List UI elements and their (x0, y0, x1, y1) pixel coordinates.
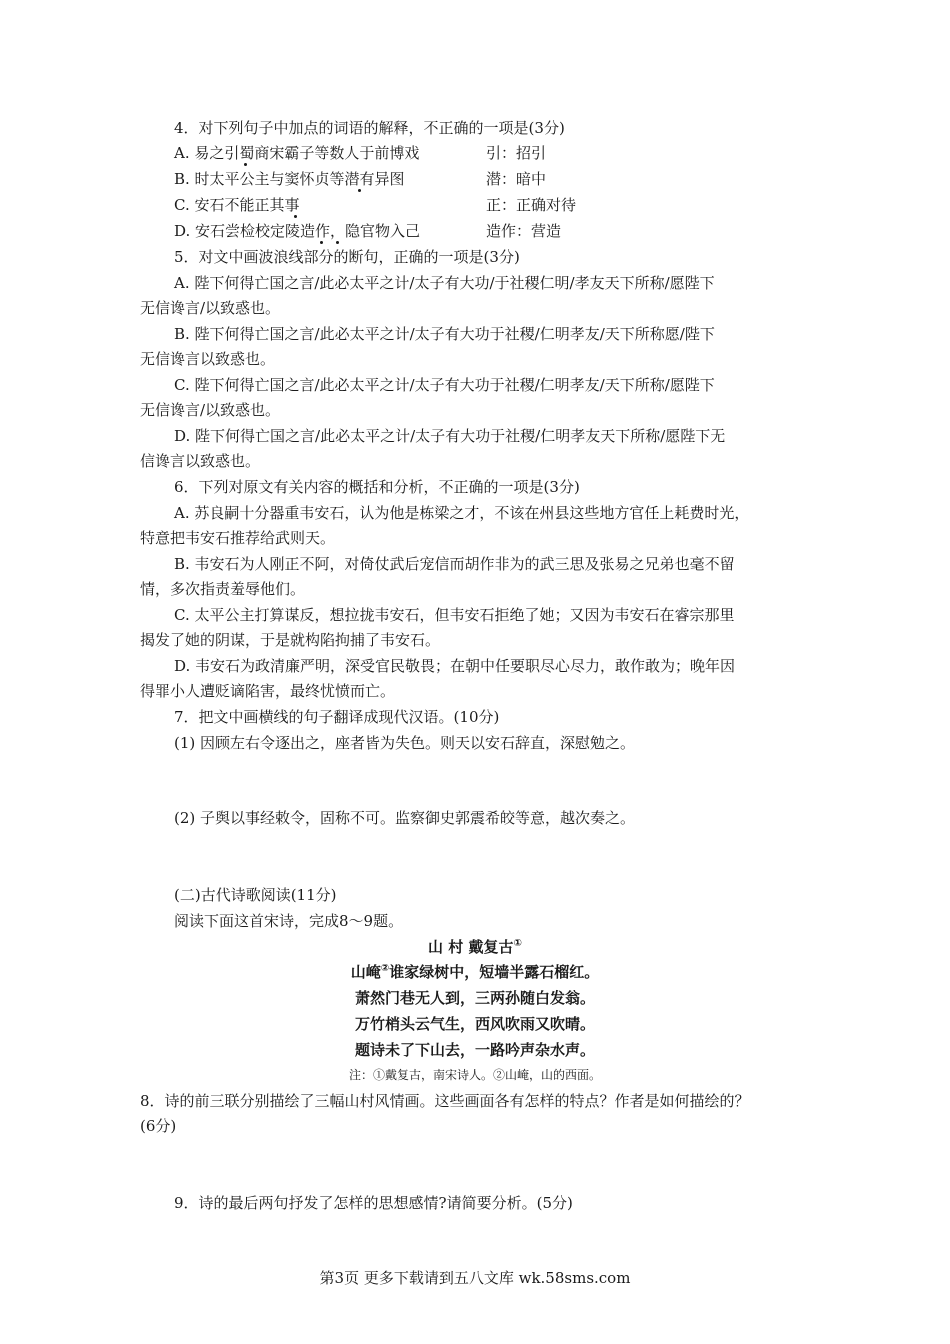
q7-sentence-2: (2) 子舆以事经敕令，固称不可。监察御史郭震希皎等意，越次奏之。 (174, 809, 636, 827)
emphasis-dot (244, 163, 247, 166)
q6-option-a: A. 苏良嗣十分器重韦安石，认为他是栋梁之才，不该在州县这些地方官任上耗费时光， (174, 504, 750, 522)
q6-stem: 6．下列对原文有关内容的概括和分析，不正确的一项是(3分) (174, 478, 580, 496)
emphasis-dot (358, 189, 361, 192)
poem-line-1: 山崦②谁家绿树中，短墙半露石榴红。 (350, 963, 600, 981)
q4-option-d-gloss: 造作：营造 (486, 222, 562, 240)
q4-option-a-gloss: 引：招引 (486, 144, 547, 162)
section-instruction: 阅读下面这首宋诗，完成8～9题。 (174, 912, 404, 930)
q6-option-d-cont: 得罪小人遭贬谪陷害，最终忧愤而亡。 (140, 682, 396, 700)
q4-option-c-gloss: 正：正确对待 (486, 196, 577, 214)
q7-stem: 7．把文中画横线的句子翻译成现代汉语。(10分) (174, 708, 500, 726)
q6-option-c: C. 太平公主打算谋反，想拉拢韦安石，但韦安石拒绝了她；又因为韦安石在睿宗那里 (174, 606, 735, 624)
emphasis-dot (294, 215, 297, 218)
poem-title: 山 村 戴复古① (428, 938, 522, 956)
q5-option-a: A. 陛下何得亡国之言/此必太平之计/太子有大功/于社稷仁明/孝友天下所称/愿陛下 (174, 274, 715, 292)
q6-option-a-cont: 特意把韦安石推荐给武则天。 (140, 529, 336, 547)
q8-stem-cont: (6分) (140, 1117, 177, 1135)
emphasis-dot (320, 241, 323, 244)
q4-option-c: C. 安石不能正其事 (174, 196, 300, 214)
q5-option-a-cont: 无信谗言/以致惑也。 (140, 299, 281, 317)
q6-option-d: D. 韦安石为政清廉严明，深受官民敬畏；在朝中任要职尽心尽力，敢作敢为；晚年因 (174, 657, 736, 675)
q4-option-a: A. 易之引蜀商宋霸子等数人于前博戏 (174, 144, 420, 162)
poem-line-4: 题诗未了下山去，一路吟声杂水声。 (354, 1041, 595, 1059)
q6-option-b-cont: 情，多次指责羞辱他们。 (140, 580, 306, 598)
q5-option-d: D. 陛下何得亡国之言/此必太平之计/太子有大功于社稷/仁明孝友天下所称/愿陛下无 (174, 427, 726, 445)
q7-sentence-1: (1) 因顾左右令逐出之，座者皆为失色。则天以安石辞直，深慰勉之。 (174, 734, 636, 752)
q5-option-b-cont: 无信谗言以致惑也。 (140, 350, 276, 368)
q5-option-c-cont: 无信谗言/以致惑也。 (140, 401, 281, 419)
q4-option-b-gloss: 潜：暗中 (486, 170, 547, 188)
page-footer: 第3页 更多下载请到五八文库 wk.58sms.com (319, 1269, 631, 1287)
q8-stem: 8．诗的前三联分别描绘了三幅山村风情画。这些画面各有怎样的特点？作者是如何描绘的？ (140, 1092, 750, 1110)
q4-option-d: D. 安石尝检校定陵造作，隐官物入己 (174, 222, 421, 240)
q4-stem: 4．对下列句子中加点的词语的解释，不正确的一项是(3分) (174, 119, 565, 137)
poem-note: 注：①戴复古，南宋诗人。②山崦，山的西面。 (348, 1068, 601, 1082)
q9-stem: 9．诗的最后两句抒发了怎样的思想感情?请简要分析。(5分) (174, 1194, 573, 1212)
q4-option-b: B. 时太平公主与窦怀贞等潜有异图 (174, 170, 405, 188)
q5-option-c: C. 陛下何得亡国之言/此必太平之计/太子有大功于社稷/仁明孝友/天下所称/愿陛下 (174, 376, 715, 394)
q5-stem: 5．对文中画波浪线部分的断句，正确的一项是(3分) (174, 248, 520, 266)
q5-option-b: B. 陛下何得亡国之言/此必太平之计/太子有大功于社稷/仁明孝友/天下所称愿/陛下 (174, 325, 715, 343)
emphasis-dot (336, 241, 339, 244)
poem-line-3: 万竹梢头云气生，西风吹雨又吹晴。 (354, 1015, 595, 1033)
poem-line-2: 萧然门巷无人到，三两孙随白发翁。 (354, 989, 595, 1007)
q6-option-c-cont: 揭发了她的阴谋，于是就构陷拘捕了韦安石。 (140, 631, 441, 649)
q5-option-d-cont: 信谗言以致惑也。 (140, 452, 261, 470)
section-heading: (二)古代诗歌阅读(11分) (174, 886, 337, 904)
q6-option-b: B. 韦安石为人刚正不阿，对倚仗武后宠信而胡作非为的武三思及张易之兄弟也毫不留 (174, 555, 735, 573)
